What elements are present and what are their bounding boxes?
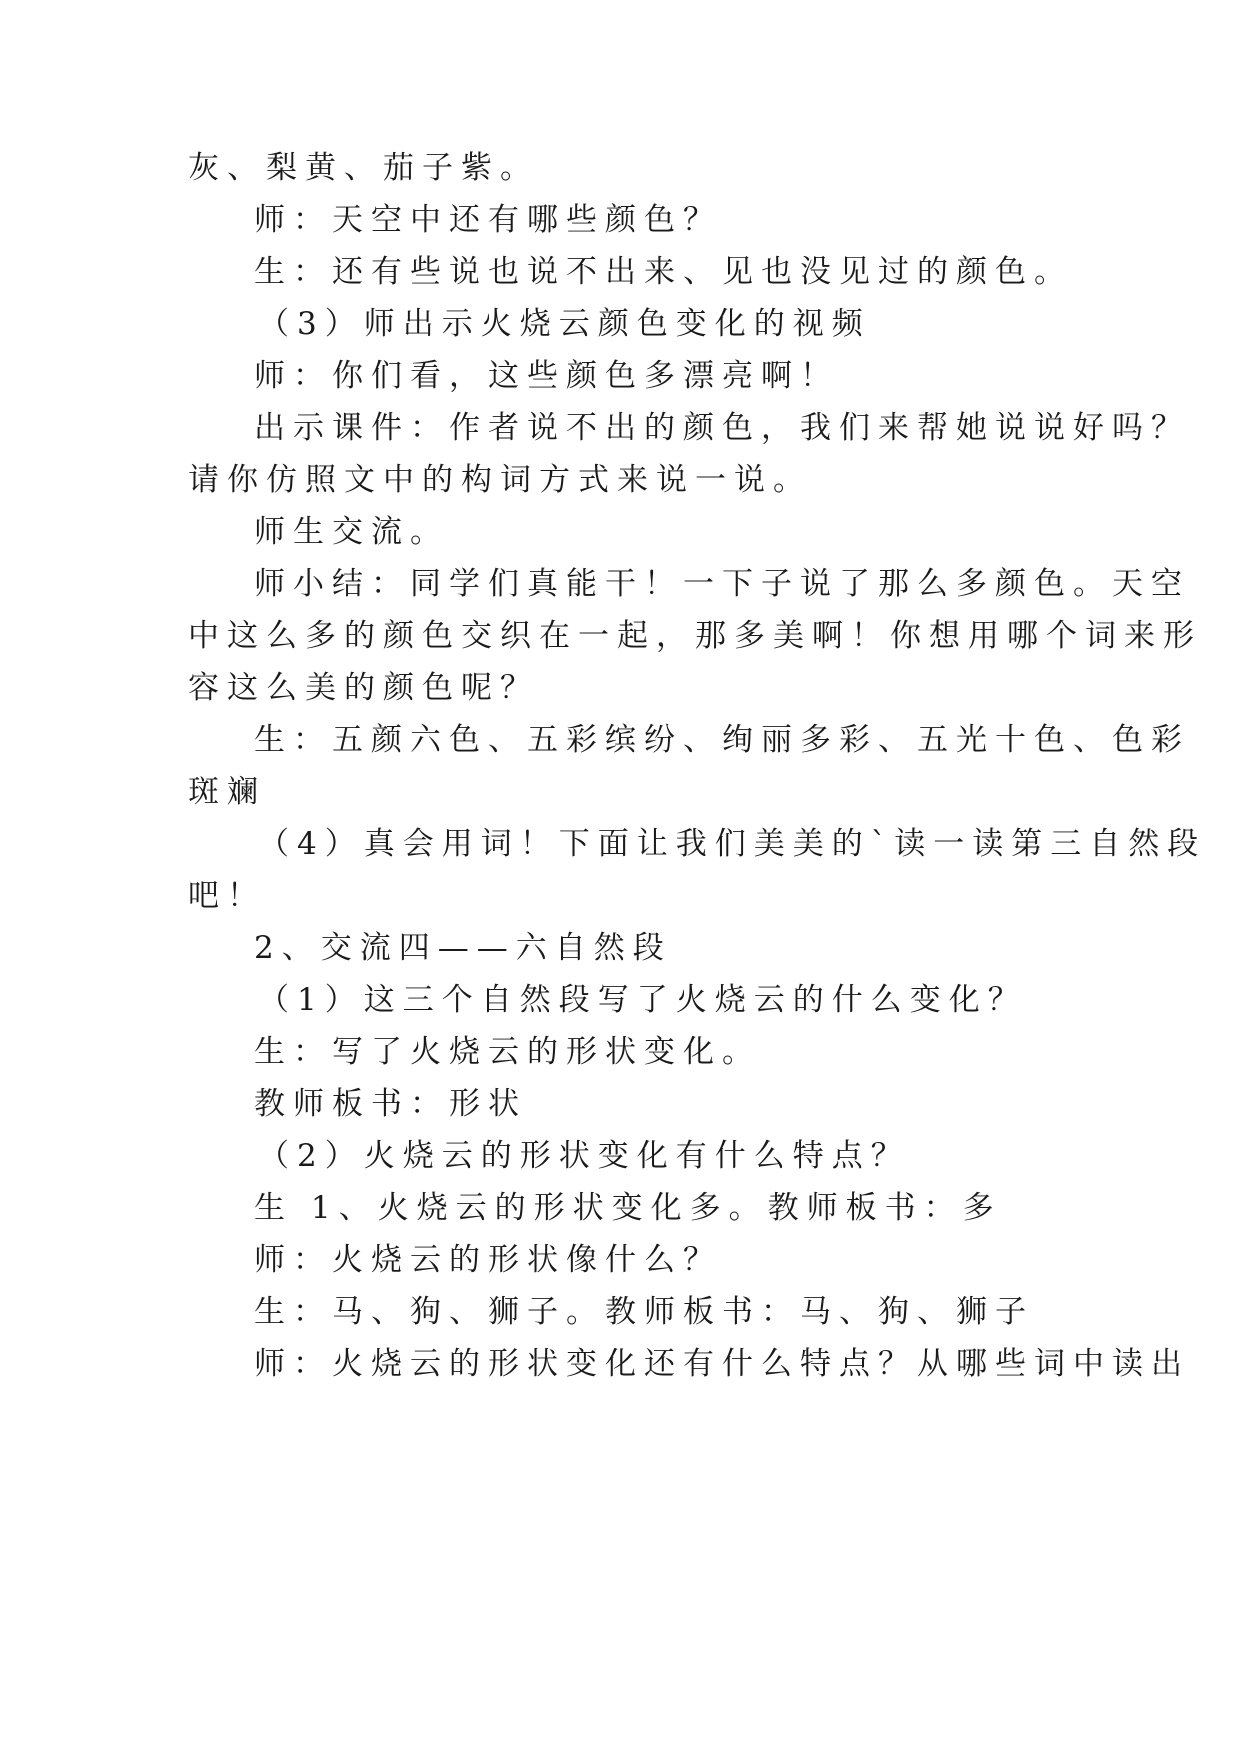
text-line: 出示课件：作者说不出的颜色，我们来帮她说说好吗？ bbox=[254, 410, 1190, 446]
text-line: 生：写了火烧云的形状变化。 bbox=[254, 1034, 761, 1070]
text-line: 师：火烧云的形状变化还有什么特点？从哪些词中读出 bbox=[254, 1346, 1190, 1382]
text-line: （2）火烧云的形状变化有什么特点？ bbox=[258, 1138, 910, 1174]
text-line: 吧！ bbox=[188, 878, 266, 914]
text-line: 教师板书：形状 bbox=[254, 1086, 527, 1122]
text-line: 生：马、狗、狮子。教师板书：马、狗、狮子 bbox=[254, 1294, 1034, 1330]
text-line: 师：天空中还有哪些颜色？ bbox=[254, 202, 722, 238]
text-line: 请你仿照文中的构词方式来说一说。 bbox=[188, 462, 812, 498]
text-line: 生：还有些说也说不出来、见也没见过的颜色。 bbox=[254, 254, 1073, 290]
text-line: 灰、梨黄、茄子紫。 bbox=[188, 150, 539, 186]
text-line: 师：你们看，这些颜色多漂亮啊！ bbox=[254, 358, 839, 394]
text-line: 中这么多的颜色交织在一起，那多美啊！你想用哪个词来形 bbox=[188, 618, 1202, 654]
text-line: 生：五颜六色、五彩缤纷、绚丽多彩、五光十色、色彩 bbox=[254, 722, 1190, 758]
text-line: 师：火烧云的形状像什么？ bbox=[254, 1242, 722, 1278]
text-line: （1）这三个自然段写了火烧云的什么变化？ bbox=[258, 982, 1027, 1018]
text-line: 师生交流。 bbox=[254, 514, 449, 550]
text-line: （4）真会用词！下面让我们美美的`读一读第三自然段 bbox=[258, 826, 1207, 862]
text-line: 生 1、火烧云的形状变化多。教师板书：多 bbox=[254, 1190, 1002, 1226]
text-line: 容这么美的颜色呢？ bbox=[188, 670, 539, 706]
section-heading: 2、交流四——六自然段 bbox=[254, 930, 672, 966]
text-line: （3）师出示火烧云颜色变化的视频 bbox=[258, 306, 871, 342]
text-line: 斑斓 bbox=[188, 774, 266, 810]
text-line: 师小结：同学们真能干！一下子说了那么多颜色。天空 bbox=[254, 566, 1190, 602]
